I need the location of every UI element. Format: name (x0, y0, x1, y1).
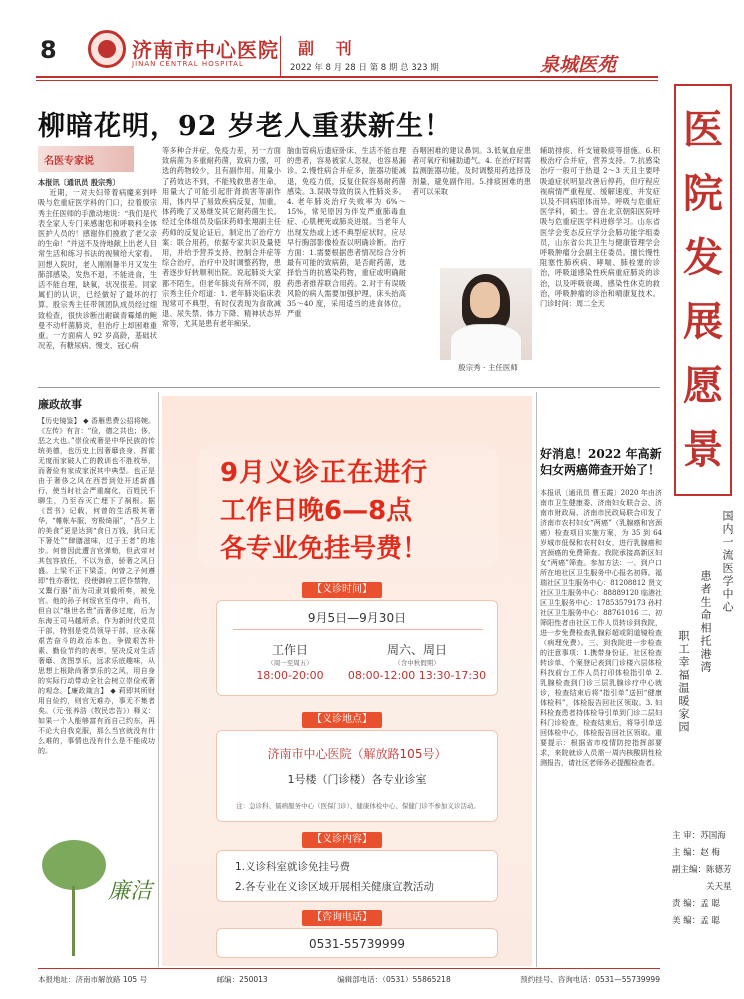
hospital-name-cn: 济南市中心医院 (132, 38, 279, 62)
clinic-building: 1号楼（门诊楼）各专业诊室 (287, 773, 427, 786)
weekend-block (347, 641, 487, 682)
doctor-portrait (440, 268, 532, 360)
article1-col1-text: 近期，一对夫妇带着病魔来到呼吸与危重症医学科的门口，拉着殷宗秀主任医师的手激动地说：“我们是代表全家人专门来感谢您和呼吸科全体医护人员的！感谢你们挽救了老父亲的生命！”并送不及待地献上出老人目常生活和练习书法的视频给大家看。回想入院时，老人刚刚暑半月又发生肺部感染，发热不退，不能进食，生活不能自理，缺氧，状况很差。同家属们的认识，已经做好了最坏的打算。殷宗秀主任带领团队成员经过细致检查，很快诊断出耐碳青霉烯的鲍曼不动杆菌肺炎，但治疗上却困难重重。一方面病人 92 岁高龄，基础状况差，有糖尿病、慢支、冠心病 (38, 188, 157, 351)
weekday-time: 18:00-20:00 (256, 669, 324, 682)
staff-row: 责 编：孟 聪 (672, 899, 720, 909)
vision-banner (674, 84, 732, 496)
weekend-sub: （含中秋假期） (394, 659, 440, 667)
footer-address: 本报地址：济南市解放路 105 号 (38, 975, 148, 984)
footer-rule (38, 968, 660, 969)
poster-line-2: 工作日晚6—8点 (220, 496, 413, 526)
poster-line-3: 各专业免挂号费！ (220, 534, 429, 564)
footer-appointment-phone: 预约挂号、咨询电话：0531—55739999 (520, 975, 660, 984)
vision-char-3: 发 (683, 234, 723, 281)
vision-char-1: 医 (683, 106, 723, 153)
article1-col5-text: 辅助排痰、纤支镜吸痰等措施。6.积极治疗合并症，营养支持。7.抗感染治疗一般可于热退 2～3 天且主要呼吸道症状明显改善后停药，但疗程应视病情严重程度、缓解速度、并发症以及不同病原体而异。呼吸与危重症医学科，硕士。曾在北京朝阳医院呼吸与危重症医学科进修学习。山东省医学会变态反应学分会肺功能学组委员，山东省公共卫生与健康管理学会呼吸肿瘤分会副主任委员。擅长慢性阻塞性肺疾病、哮喘、肺栓塞的诊治，呼吸道感染性疾病重症肺炎的诊治，以及呼吸衰竭、感染性休克的救治，呼吸肿瘤的诊治和晴康复技术。门诊时间：周二全天 (540, 146, 660, 309)
lotus-stem-icon (72, 886, 75, 956)
staff-row: 美 编：孟 聪 (672, 916, 720, 926)
slogan-3: 职工幸福温暖家园 (677, 630, 690, 734)
lianjie-calligraphy: 廉洁 (108, 879, 153, 904)
poster-place-heading: 【义诊地点】 (302, 712, 382, 728)
footer-postcode: 邮编：250013 (216, 975, 268, 984)
staff-row: 主 编：赵 梅 (672, 848, 720, 858)
poster-content-card (216, 850, 498, 902)
article1-col1 (38, 178, 157, 383)
weekday-label: 工作日 (271, 643, 308, 657)
article1-col3-text: 脑血管病后遗症卧床、生活不能自理的患者，容易被家人忽视，也容易漏诊。2.慢性病合并症多，脏器功能减退，免疫力低，反复住院容易耐药菌感染。3.误吸导致的误入性肺炎多。4. 老年肺炎治疗失败率为 6%～15%，常见原因为伴发严重肺毒血症、心肌梗死或肺炎进展。当老年人出现发热或上述不典型症状时，应尽早行胸部影像检查以明确诊断。治疗方面：1.需要根据患者情况综合分析最有可能的致病菌，是否耐药菌，选择恰当的抗感染药物，重症或明确耐药患者推荐联合用药。2.对于有误吸风险的病人需要加强护理，床头抬高 35～40 度，采用适当的进食体位，严重 (287, 146, 406, 319)
footer (38, 974, 660, 985)
vision-char-5: 愿 (683, 362, 723, 409)
article1-col2 (162, 146, 281, 383)
poster-line-1: 9月义诊正在进行 (220, 458, 429, 488)
clinic-date-range: 9月5日—9月30日 (307, 611, 407, 625)
vision-char-2: 院 (683, 170, 723, 217)
vision-char-6: 景 (683, 426, 723, 473)
staff-row: 副主编：陈德芳 (672, 865, 732, 875)
weekday-block (245, 641, 335, 682)
poster-phone-heading: 【咨询电话】 (302, 910, 382, 926)
poster-time-card (216, 600, 498, 696)
clinic-address: 济南市中心医院（解放路105号） (267, 747, 447, 761)
doctor-portrait-caption: 殷宗秀 · 主任医师 (458, 363, 518, 372)
vision-char-4: 展 (683, 298, 723, 345)
expert-tag-banner (38, 146, 134, 172)
vision-slogans (672, 510, 738, 820)
poster-banner (198, 444, 498, 568)
staff-row: 关天星 (706, 882, 732, 892)
section-divider (38, 387, 660, 388)
weekend-label: 周六、周日 (386, 643, 447, 657)
column-title: 泉城医苑 (540, 54, 617, 76)
article1-col3 (287, 146, 406, 383)
clinic-content-1: 1.义诊科室就诊免挂号费 (235, 861, 351, 873)
expert-tag-text: 名医专家说 (44, 156, 94, 167)
hospital-name-en: JINAN CENTRAL HOSPITAL (132, 60, 244, 68)
lotus-leaf-icon (42, 840, 106, 890)
poster-place-card (216, 730, 498, 822)
masthead-rule (36, 76, 658, 78)
clinic-content-2: 2.各专业在义诊区域开展相关健康宣教活动 (235, 881, 435, 893)
weekend-time: 08:00-12:00 13:30-17:30 (347, 669, 487, 682)
page-number: 8 (40, 36, 57, 64)
article1-col4 (412, 146, 531, 264)
poster-content-heading: 【义诊内容】 (302, 832, 382, 848)
article1-col5 (540, 146, 660, 383)
editorial-staff (672, 828, 742, 930)
slogan-1: 国内一流医学中心 (721, 510, 734, 614)
goodnews-title: 好消息！2022 年高新妇女两癌筛查开始了！ (540, 447, 662, 477)
main-headline: 柳暗花明，92 岁老人重获新生！ (38, 111, 452, 142)
poster-time-heading: 【义诊时间】 (302, 582, 382, 598)
masthead-rule-thin (36, 80, 658, 81)
section-title: 副 刊 (298, 39, 360, 58)
article1-byline: 本报讯〔通讯员 殷宗秀〕 (38, 178, 120, 187)
column-divider-right (536, 392, 537, 967)
hospital-logo-inner (98, 40, 116, 58)
staff-row: 主 审：苏国海 (672, 831, 726, 841)
free-clinic-poster (162, 396, 532, 966)
footer-editorial-phone: 编辑部电话：（0531）55865218 (337, 975, 451, 984)
integrity-body: 【历史镜鉴】 ◆ 香雁患费公招将婉。《左传》有言：“俭，德之共也；侈，恶之大也。”崇俭戒奢是中华民族的传统美德，也历史上因奢靡丧身、挥霍无度而家破人亡的教训也不胜枚举，而奢俭有家成家泯其中典型。也正是由于奢侈之风在西晋到处开述新盛行，使当时社会严重腐化，百姓民不聊生，乃至吞灭亡埋下了祸根。据《晋书》记载，何曾的生活极其奢华，“帷帐车服，穷极绮丽”，“吾夕上的美食”更是达到“食日万钱，犹曰无下箸处”“肆膳滋味，过于王者”的地步。何曾因此遭言官弹劾，但武帝对其包容放任，不以为意，骄奢之风日盛。上梁不正下梁歪，何曾之子何遵即“性亦奢忱，役使御府工匠作禁物，又鬻行器”而为司隶刘毅所奏，被免官。他的孙子何绥官至侍中，尚书，但自以“继世名贵”而奢侈过度，后为东海王司马越所杀。作为新时代党员干部，特别是党员领导干部，应永葆艰苦奋斗的政治本色，争做艰苦朴素、勤俭节约的表率，坚决反对生活奢靡、贪图享乐，远求乐底趣味，从思想上根除尚奢享乐的之风，用自身的实际行动带动全社会树立崇俭戒奢的观念。【廉政箴言】 ◆ 莉即其所财用自俭约，则官无难办，事无不集者矣。（元·张养浩《牧民忠告》）释义：如果一个人能够富有而自己约东，再不论大自我克服，那么当官就没有什么难的，事情也没有什么是不能成功的。 (38, 417, 155, 755)
goodnews-body: 本报讯〔通讯员 曹玉霞〕2020 年由济南市卫生健康委、济南妇女联合会、济南市财政局、济南市民政局联合印发了济南市农村妇女“两癌”（乳腺癌和宫颈癌）检查项目实施方案，为 35 到 64 岁城市低保和农村妇女，进行乳腺癌和宫颈癌的免费筛查。我院承接高新区妇女“两癌”筛查。参加方法：一、到户口所在地社区卫生服务中心报名初筛。福瑞社区卫生服务中心：81208812 贤文社区卫生服务中心：88889120 临港社区卫生服务中心：17853579173 孙村社区卫生服务中心：88761016 二、初筛阳性者由社区工作人员转诊到我院，进一步免费检查乳腺彩超或阴道镜检查（病理免费）。三、到我院进一步检查的注意事项：1.携带身份证、社区检查转诊单、个案登记表到门诊楼六层体检科找前台工作人员打印体检指引单 2. 乳腺检查到门诊三层乳腺诊疗中心就诊，检查结束后将“指引单”送回“健康体检科”，体检报告回社区领取。3. 妇科检查患者持体检导引单到门诊二层妇科门诊检查，检查结束后，将导引单送回体检中心，体检报告回社区领取。重要提示：根据省市疫情防控指挥部要求，来院就诊人员需一周内核酸阴性检测报告，请社区老师务必提醒检查者。 (540, 489, 662, 767)
article1-col2-text: 等多种合并症，免疫力差，另一方面致病菌为多重耐药菌，致病力强，可选的药物较少，且有副作用。用量小了药效达不到，不能残救患者生命，用量大了可能引起肝肾损害等副作用，体内早了易致疾病反复，加重，体药晚了又易继发其它耐药菌生长。经过全体组员及临床药师张翔副主任药师的反复论证后，制定出了治疗方案：联合用药，依据专家共识及量使用，并给予营养支持、控制合并症等综合治疗，治疗中及时调整药物，患者逐步好转顺利出院。说起肺炎大家都不陌生，但老年肺炎有所不同，殷宗秀主任介绍道：1. 老年肺炎临床表现常可不典型，有时仅表现为食欲减退、尿失禁、体力下降、精神状态异常等，尤其是患有老年痴呆、 (162, 146, 281, 329)
article1-col4-text: 吞咽困难的建议鼻饲。3.低氧血症患者可氧疗和辅助通气。4. 在治疗时需监测脏器功能，及时调整用药选择及剂量，避免副作用。5.排痰困难的患者可以采取 (412, 146, 531, 196)
weekday-sub: （周一至周五） (267, 659, 313, 667)
clinic-place-note: 注：急诊科、儒病服务中心（医保门诊）、健康体检中心、保健门诊不参加义诊活动。 (236, 802, 480, 810)
poster-phone-card (216, 928, 498, 958)
masthead-divider (280, 36, 281, 76)
slogan-2: 患者生命相托港湾 (699, 570, 712, 674)
lotus-illustration (38, 820, 155, 960)
clinic-phone: 0531-55739999 (309, 937, 405, 951)
integrity-title: 廉政故事 (38, 398, 82, 411)
column-divider-left (158, 392, 159, 967)
issue-info: 2022 年 8 月 28 日 第 8 期 总 323 期 (290, 63, 439, 73)
